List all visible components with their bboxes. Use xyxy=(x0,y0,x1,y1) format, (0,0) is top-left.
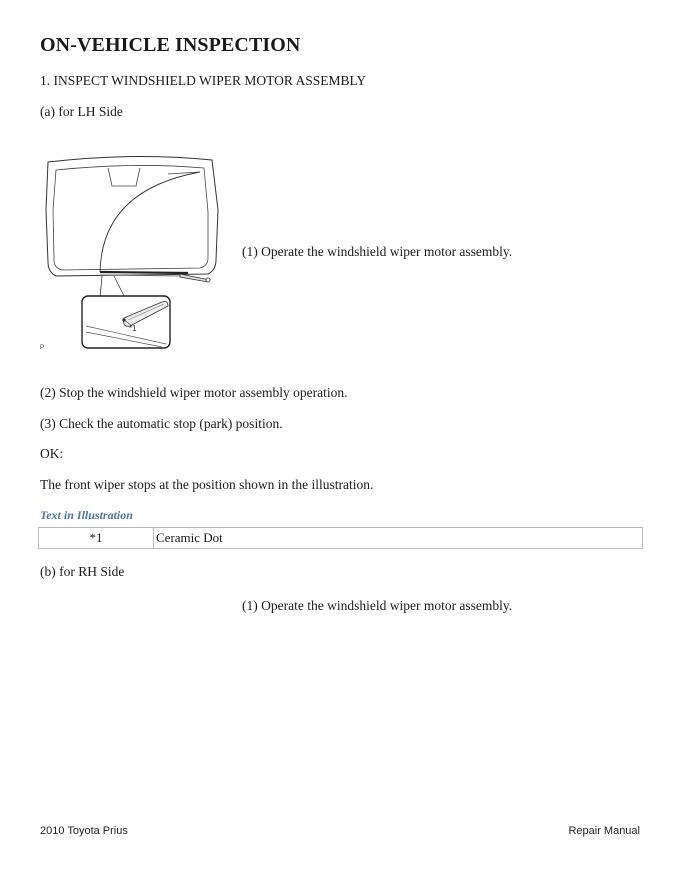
figure-id: P xyxy=(40,345,45,351)
step-heading: 1. INSPECT WINDSHIELD WIPER MOTOR ASSEMBLY xyxy=(40,73,367,88)
windshield-wiper-illustration xyxy=(40,150,220,355)
rh-operate-step: (1) Operate the windshield wiper motor assembly. xyxy=(242,598,513,613)
legend-caption: Text in Illustration xyxy=(40,508,133,522)
callout-label: *1 xyxy=(129,324,137,333)
pivot-cap xyxy=(206,278,210,282)
wiper-blade xyxy=(100,272,188,273)
page-title: ON-VEHICLE INSPECTION xyxy=(40,34,301,56)
leader-line-left xyxy=(100,276,102,298)
lh-stop-step: (2) Stop the windshield wiper motor assembly operation. xyxy=(40,385,348,400)
footer-right: Repair Manual xyxy=(568,825,640,837)
wiper-arm xyxy=(100,275,180,276)
mirror-mount xyxy=(108,168,140,186)
table-row xyxy=(39,528,643,549)
legend-table xyxy=(38,527,643,549)
footer-left: 2010 Toyota Prius xyxy=(40,825,128,837)
rh-side-heading: (b) for RH Side xyxy=(40,564,125,579)
legend-code: *1 xyxy=(39,528,154,549)
ok-label: OK: xyxy=(40,446,64,461)
windshield-inner-outline xyxy=(53,165,208,270)
windshield-outline xyxy=(46,156,218,276)
wipe-arc xyxy=(100,172,200,272)
lh-side-heading: (a) for LH Side xyxy=(40,104,123,119)
legend-label: Ceramic Dot xyxy=(154,528,643,549)
wiper-pivot xyxy=(180,274,210,282)
ok-criteria: The front wiper stops at the position shown in the illustration. xyxy=(40,477,374,492)
windshield-diagram xyxy=(40,150,220,355)
lh-check-step: (3) Check the automatic stop (park) position. xyxy=(40,416,283,431)
lh-operate-step: (1) Operate the windshield wiper motor assembly. xyxy=(242,244,513,259)
